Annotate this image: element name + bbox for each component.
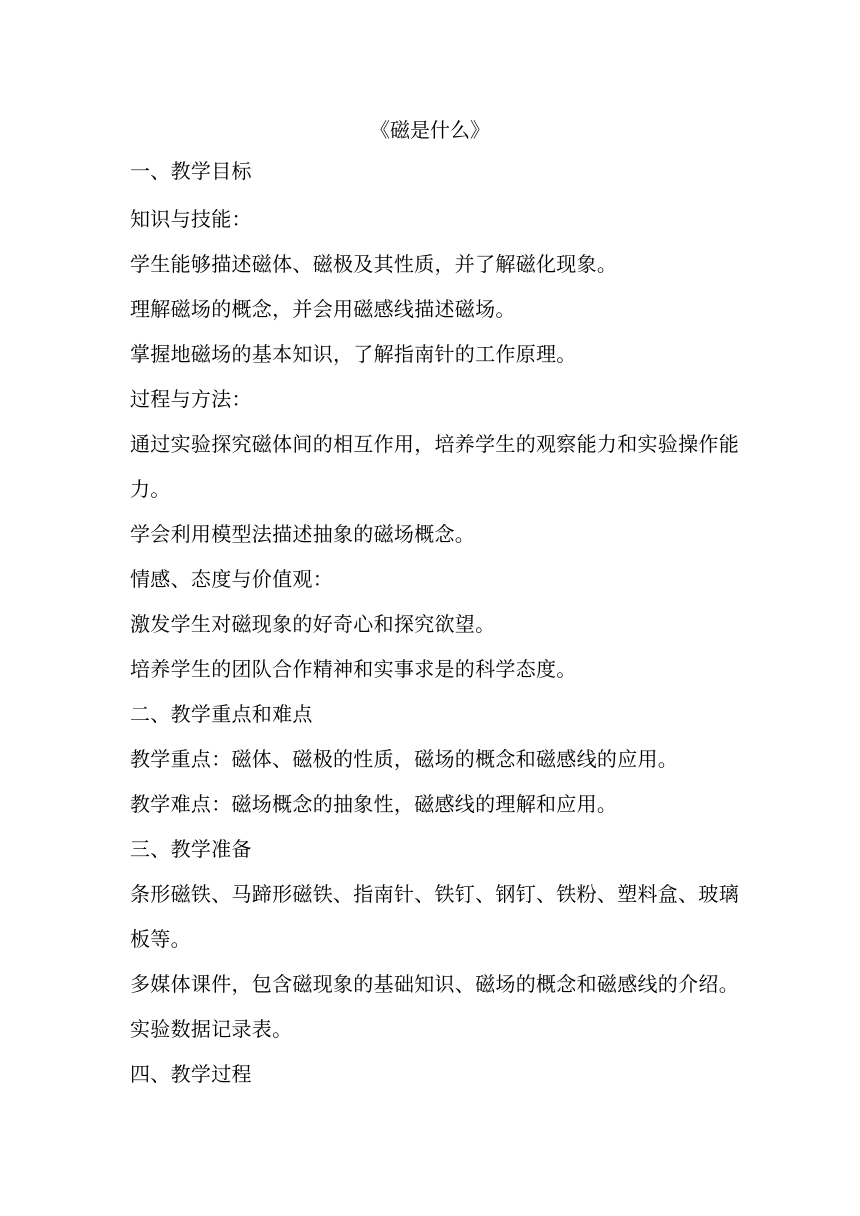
- subheading-emotion-values: 情感、态度与价值观：: [130, 567, 333, 591]
- paragraph-line: 力。: [130, 477, 171, 501]
- paragraph-line: 实验数据记录表。: [130, 1017, 293, 1041]
- paragraph-line: 教学难点：磁场概念的抽象性，磁感线的理解和应用。: [130, 792, 618, 816]
- paragraph-line: 通过实验探究磁体间的相互作用，培养学生的观察能力和实验操作能: [130, 432, 739, 456]
- section-heading-preparation: 三、教学准备: [130, 837, 252, 861]
- section-heading-key-points: 二、教学重点和难点: [130, 702, 313, 726]
- paragraph-line: 学生能够描述磁体、磁极及其性质，并了解磁化现象。: [130, 252, 618, 276]
- paragraph-line: 教学重点：磁体、磁极的性质，磁场的概念和磁感线的应用。: [130, 747, 679, 771]
- paragraph-line: 理解磁场的概念，并会用磁感线描述磁场。: [130, 297, 516, 321]
- paragraph-line: 学会利用模型法描述抽象的磁场概念。: [130, 522, 476, 546]
- paragraph-line: 多媒体课件，包含磁现象的基础知识、磁场的概念和磁感线的介绍。: [130, 972, 739, 996]
- section-heading-objectives: 一、教学目标: [130, 159, 252, 183]
- paragraph-line: 掌握地磁场的基本知识，了解指南针的工作原理。: [130, 342, 577, 366]
- paragraph-line: 激发学生对磁现象的好奇心和探究欲望。: [130, 612, 496, 636]
- paragraph-line: 培养学生的团队合作精神和实事求是的科学态度。: [130, 657, 577, 681]
- document-title: 《磁是什么》: [370, 118, 490, 142]
- paragraph-line: 条形磁铁、马蹄形磁铁、指南针、铁钉、钢钉、铁粉、塑料盒、玻璃: [130, 882, 739, 906]
- subheading-process-methods: 过程与方法：: [130, 387, 252, 411]
- section-heading-process: 四、教学过程: [130, 1062, 252, 1086]
- subheading-knowledge-skills: 知识与技能：: [130, 207, 252, 231]
- paragraph-line: 板等。: [130, 927, 191, 951]
